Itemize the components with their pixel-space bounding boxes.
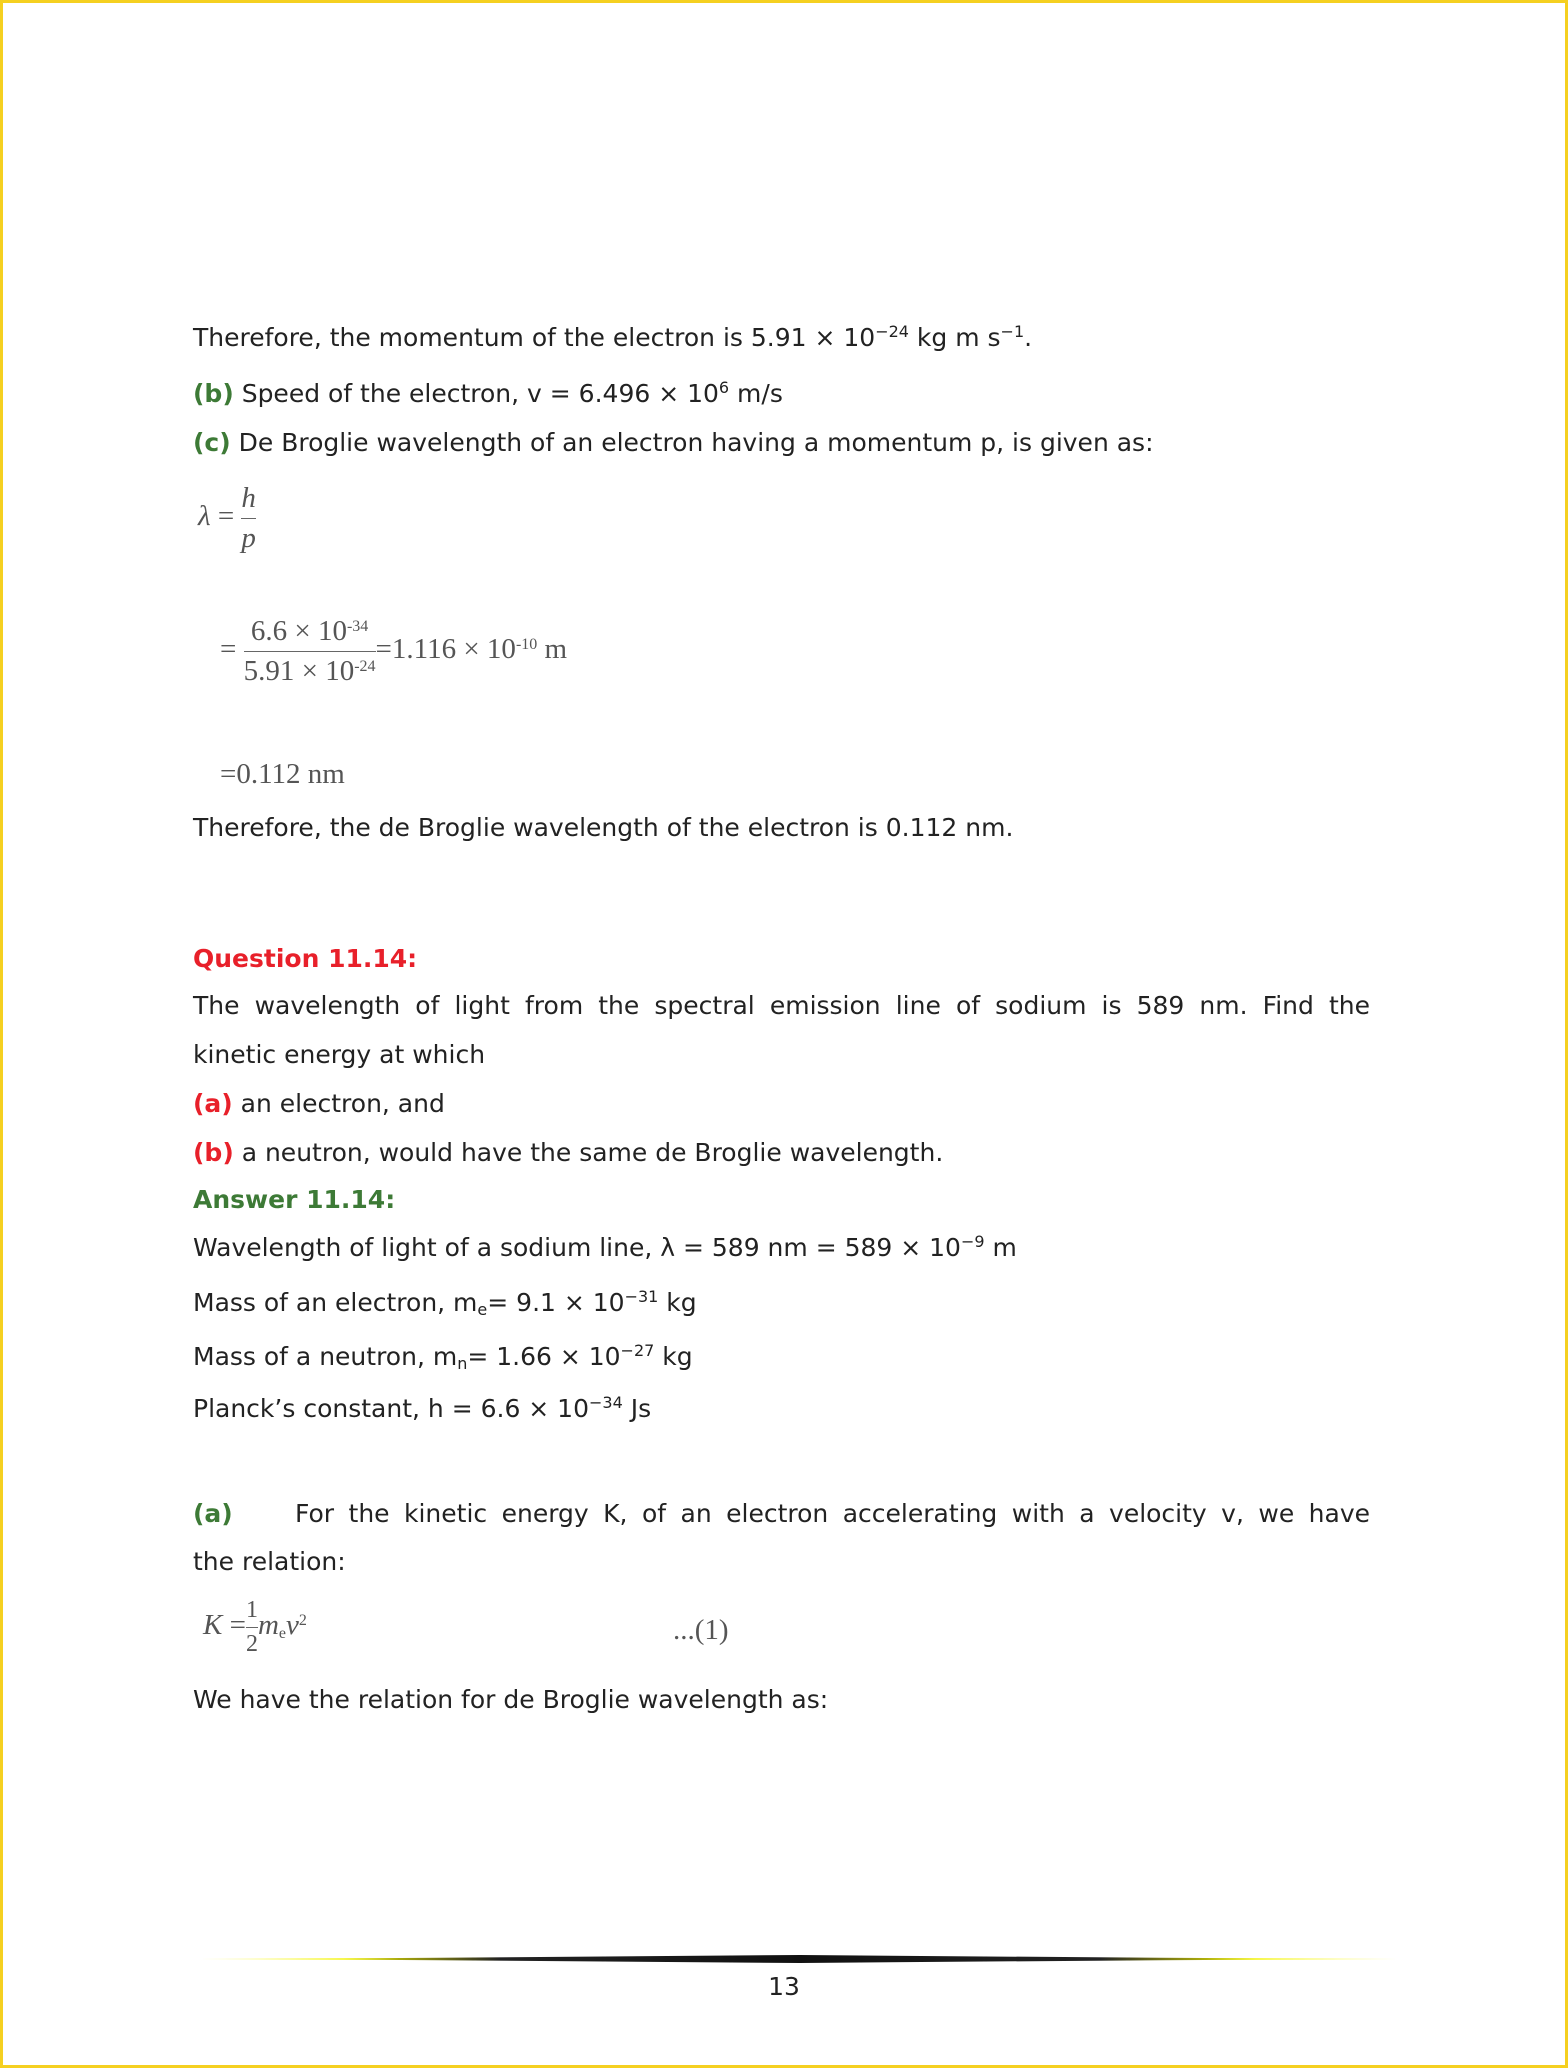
sub: e: [477, 1300, 488, 1319]
text: a neutron, would have the same de Broglie wavelength.: [233, 1138, 944, 1167]
label: (c): [193, 428, 231, 457]
answer-title: Answer 11.14:: [193, 1185, 396, 1214]
sub: n: [457, 1354, 468, 1373]
text: Js: [622, 1394, 652, 1423]
text: Mass of a neutron, m: [193, 1342, 458, 1371]
exp: −27: [620, 1341, 655, 1360]
result: =1.116 × 10: [375, 633, 516, 666]
unit: m: [537, 633, 568, 666]
text: an electron, and: [232, 1089, 445, 1118]
K: K: [203, 1609, 223, 1642]
eq: =: [220, 633, 237, 666]
answer-wavelength: [193, 1232, 1017, 1264]
answer-part-a: [193, 1498, 1370, 1530]
exp: −31: [624, 1287, 659, 1306]
text: = 1.66 × 10: [467, 1342, 621, 1371]
momentum-result: Therefore, the momentum of the electron is $5.91 \times 10^{-24}$ kg m $s^{-1}$.: [193, 322, 1033, 352]
h: h: [241, 482, 256, 514]
text: For the kinetic energy K, of an electron accelerating with a velocity v, we have: [295, 1499, 1370, 1528]
text: Mass of an electron, m: [193, 1288, 478, 1317]
question-text-2: kinetic energy at which: [193, 1040, 486, 1069]
question-part-a: [193, 1088, 445, 1120]
v: v: [286, 1609, 299, 1642]
answer-part-a-2: the relation:: [193, 1547, 346, 1576]
question-title: Question 11.14:: [193, 944, 418, 973]
text: kg m s: [908, 323, 1001, 352]
text: m: [984, 1233, 1017, 1262]
exp: -34: [346, 618, 369, 635]
kinetic-energy-equation: [203, 1597, 307, 1658]
sub: e: [278, 1625, 287, 1643]
eq: =: [229, 1609, 246, 1642]
p: p: [241, 522, 256, 554]
numerator: 6.6 × 10: [250, 615, 347, 647]
text: Planck’s constant, h = 6.6 × 10: [193, 1394, 589, 1423]
text: Wavelength of light of a sodium line, λ = 589 nm = 589 × 10: [193, 1233, 961, 1262]
one: 1: [245, 1597, 258, 1623]
exp: −34: [589, 1393, 623, 1412]
answer-planck: [193, 1393, 651, 1425]
exp: -24: [354, 658, 376, 675]
page-number: 13: [768, 1972, 800, 2001]
equation-number: ...(1): [673, 1614, 729, 1646]
exp: 6: [718, 378, 730, 397]
wavelength-calculation: [220, 615, 567, 688]
text: m/s: [729, 379, 783, 408]
eq: =: [217, 500, 235, 533]
label: (a): [193, 1499, 233, 1528]
text: = 9.1 × 10: [487, 1288, 625, 1317]
denominator: 5.91 × 10: [243, 655, 355, 687]
question-text: The wavelength of light from the spectral emission line of sodium is 589 nm. Find the: [193, 991, 1370, 1020]
text: Speed of the electron, v = 6.496 × 10: [233, 379, 719, 408]
label: (b): [193, 1138, 234, 1167]
exp: -10: [515, 636, 538, 654]
lambda: λ: [198, 500, 211, 533]
relation-text: We have the relation for de Broglie wavelength as:: [193, 1685, 829, 1714]
exp: −24: [875, 322, 909, 341]
label: (b): [193, 379, 234, 408]
answer-electron-mass: [193, 1287, 697, 1319]
question-part-b: [193, 1137, 943, 1169]
exp: −9: [960, 1232, 985, 1251]
label: (a): [193, 1089, 233, 1118]
nm-result: =0.112 nm: [220, 758, 345, 790]
m: m: [257, 1609, 279, 1642]
text: kg: [658, 1288, 697, 1317]
text: De Broglie wavelength of an electron having a momentum p, is given as:: [230, 428, 1154, 457]
answer-neutron-mass: [193, 1341, 693, 1373]
part-c-debroglie: [193, 427, 1154, 459]
text: Therefore, the momentum of the electron is 5.91 × 10: [193, 323, 876, 352]
part-b-speed: [193, 378, 783, 410]
lambda-equation: [198, 482, 256, 555]
text: kg: [654, 1342, 693, 1371]
debroglie-result: Therefore, the de Broglie wavelength of the electron is 0.112 nm.: [193, 813, 1014, 842]
two: 2: [245, 1631, 258, 1657]
exp: 2: [298, 1612, 307, 1630]
exp: −1: [1000, 322, 1025, 341]
